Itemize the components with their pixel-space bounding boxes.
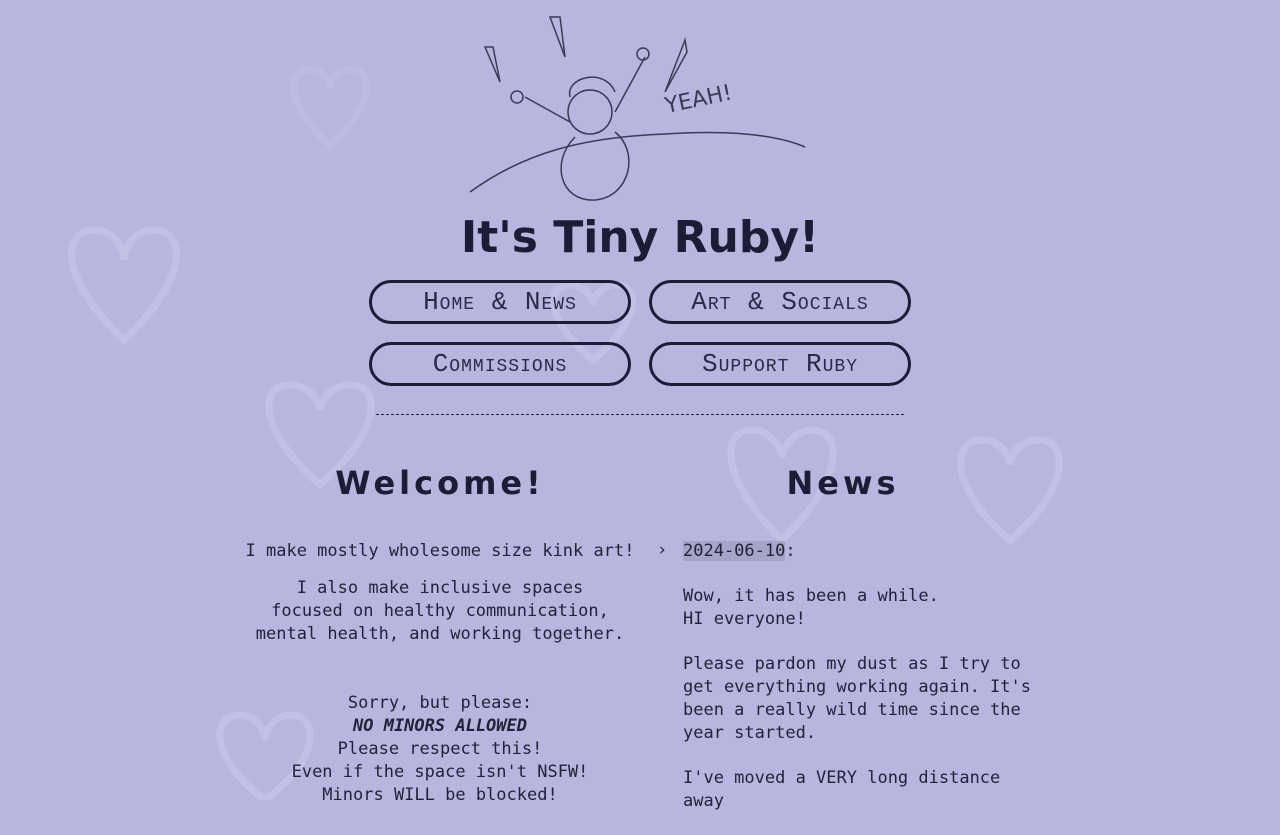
site-title: It's Tiny Ruby! — [460, 212, 820, 263]
nav-art-socials[interactable]: Art & Socials — [649, 280, 911, 324]
news-entry: 2024-06-10: Wow, it has been a while. HI everyone! Please pardon my dust as I try to get everything working again. It's been a really wild time since the year started. I've moved a VERY long distance away — [683, 540, 1043, 835]
news-date: 2024-06-10 — [683, 541, 786, 561]
news-paragraph: Please pardon my dust as I try to get everything working again. It's been a really wild time since the year started. — [683, 654, 1031, 743]
divider — [376, 414, 904, 415]
nav-home-news[interactable]: Home & News — [369, 280, 631, 324]
yeah-text: YEAH! — [662, 80, 735, 119]
chevron-right-icon[interactable]: › — [657, 540, 668, 560]
welcome-line: I make mostly wholesome size kink art! — [245, 541, 635, 561]
welcome-heading: Welcome! — [335, 464, 545, 502]
nav-support-ruby[interactable]: Support Ruby — [649, 342, 911, 386]
news-heading: News — [786, 464, 900, 502]
news-paragraph: Wow, it has been a while. HI everyone! — [683, 586, 939, 629]
minors-notice: Sorry, but please: NO MINORS ALLOWED Please respect this! Even if the space isn't NSFW! Minors WILL be blocked! — [291, 693, 589, 805]
welcome-section — [240, 540, 640, 821]
nav-commissions[interactable]: Commissions — [369, 342, 631, 386]
welcome-paragraph: I also make inclusive spaces focused on healthy communication, mental health, and working together. — [255, 578, 625, 644]
ruby-illustration — [465, 12, 815, 207]
news-paragraph: I've moved a VERY long distance away — [683, 768, 1001, 811]
